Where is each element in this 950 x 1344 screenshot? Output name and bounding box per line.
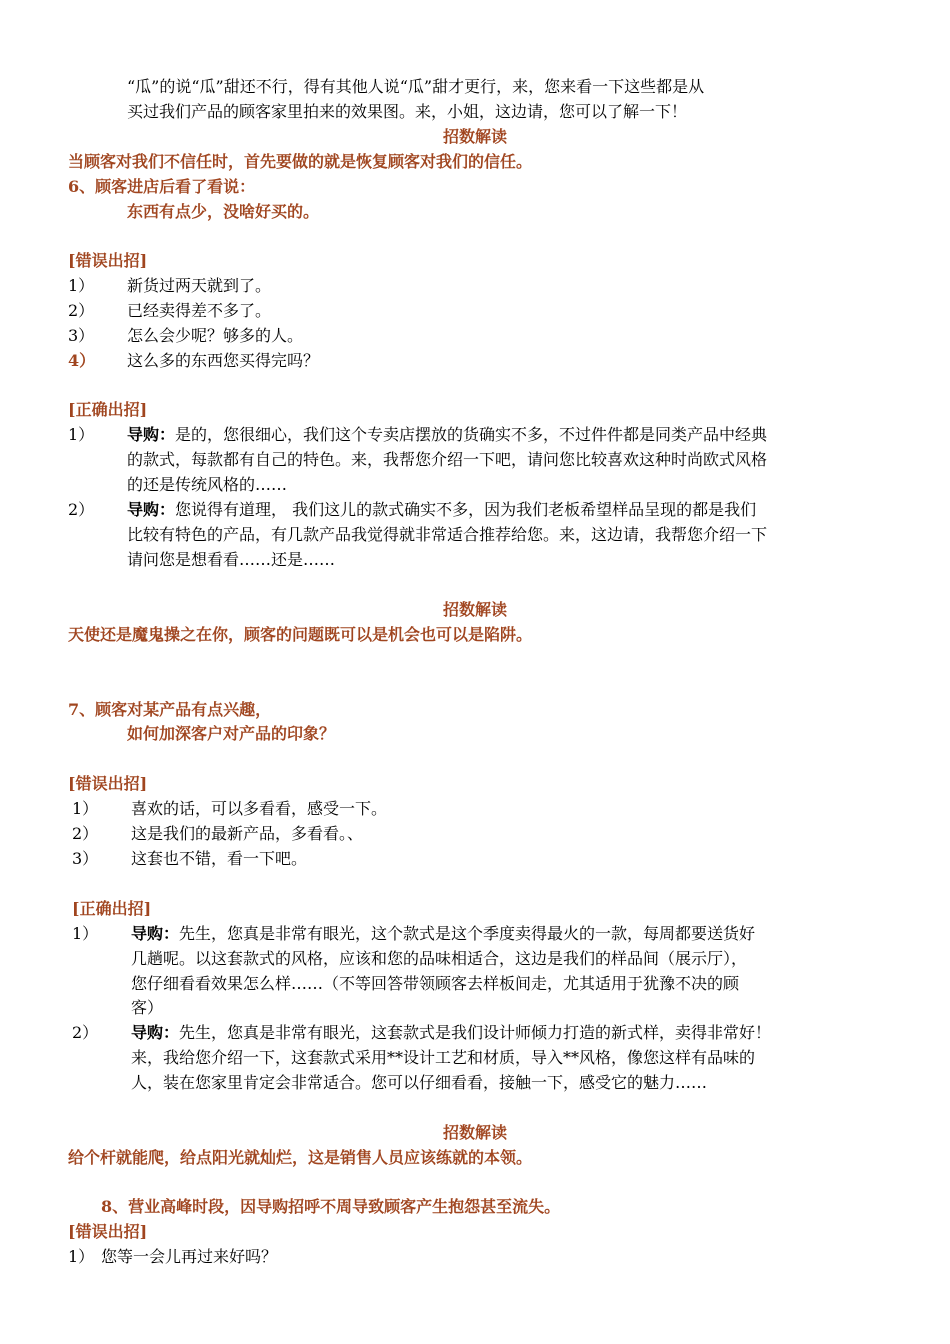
list-item: 怎么会少呢？够多的人。 — [127, 326, 304, 345]
answer-prefix: 导购： — [131, 1023, 180, 1042]
list-number: 2） — [68, 301, 95, 320]
list-number: 2） — [72, 824, 99, 843]
answer-line: 来，我给您介绍一下，这套款式采用**设计工艺和材质，导入**风格，像您这样有品味的 — [131, 1048, 756, 1067]
answer-prefix: 导购： — [131, 924, 180, 943]
list-number: 3） — [68, 326, 95, 345]
answer-prefix: 导购： — [127, 500, 176, 519]
section-6-subtitle: 东西有点少，没啥好买的。 — [127, 202, 320, 221]
section-8-title: 8、营业高峰时段，因导购招呼不周导致顾客产生抱怨甚至流失。 — [101, 1197, 561, 1216]
answer-line: 几趟呢。以这套款式的风格，应该和您的品味相适合，这边是我们的样品间（展示厅）， — [131, 949, 748, 968]
answer-line: 比较有特色的产品，有几款产品我觉得就非常适合推荐给您。来，这边请，我帮您介绍一下 — [127, 525, 768, 544]
answer-line — [127, 498, 756, 522]
answer-text: 先生，您真是非常有眼光，这个款式是这个季度卖得最火的一款，每周都要送货好 — [179, 924, 756, 943]
interpretation-heading-2: 招数解读 — [442, 600, 507, 619]
list-number: 2） — [68, 500, 95, 519]
list-item: 已经卖得差不多了。 — [127, 301, 272, 320]
answer-text: 您说得有道理， 我们这儿的款式确实不多，因为我们老板希望样品呈现的都是我们 — [175, 500, 757, 519]
list-item: 新货过两天就到了。 — [127, 276, 272, 295]
section-7-title: 7、顾客对某产品有点兴趣， — [68, 700, 272, 719]
answer-line — [127, 423, 767, 447]
section-7-wrong-label: [错误出招] — [68, 774, 148, 793]
list-number: 1） — [68, 276, 95, 295]
list-item: 这是我们的最新产品，多看看。、 — [131, 824, 364, 843]
section-7-subtitle: 如何加深客户对产品的印象？ — [127, 724, 336, 743]
intro-line-1: “瓜”的说“瓜”甜还不行，得有其他人说“瓜”甜才更行，来，您来看一下这些都是从 — [127, 77, 705, 96]
list-number: 1） — [68, 1247, 95, 1266]
answer-prefix: 导购： — [127, 425, 176, 444]
list-item: 喜欢的话，可以多看看，感受一下。 — [131, 799, 388, 818]
answer-text: 是的，您很细心，我们这个专卖店摆放的货确实不多，不过件件都是同类产品中经典 — [175, 425, 768, 444]
answer-line: 的款式，每款都有自己的特色。来，我帮您介绍一下吧，请问您比较喜欢这种时尚欧式风格 — [127, 450, 768, 469]
answer-line: 客） — [131, 998, 164, 1017]
answer-line: 人，装在您家里肯定会非常适合。您可以仔细看看，接触一下，感受它的魅力…… — [131, 1073, 708, 1092]
section-6-title: 6、顾客进店后看了看说： — [68, 177, 256, 196]
answer-line: 您仔细看看效果怎么样……（不等回答带领顾客去样板间走，尤其适用于犹豫不决的顾 — [131, 974, 740, 993]
interpretation-text-1: 当顾客对我们不信任时，首先要做的就是恢复顾客对我们的信任。 — [68, 152, 533, 171]
intro-line-2: 买过我们产品的顾客家里拍来的效果图。来，小姐，这边请，您可以了解一下！ — [127, 102, 688, 121]
list-number: 1） — [72, 924, 99, 943]
interpretation-text-3: 给个杆就能爬，给点阳光就灿烂，这是销售人员应该练就的本领。 — [68, 1148, 533, 1167]
section-8-wrong-label: [错误出招] — [68, 1222, 148, 1241]
answer-line: 请问您是想看看……还是…… — [127, 550, 336, 569]
answer-line — [131, 922, 755, 946]
section-6-wrong-label: [错误出招] — [68, 251, 148, 270]
list-number: 4） — [68, 351, 96, 370]
answer-text: 先生，您真是非常有眼光，这套款式是我们设计师倾力打造的新式样，卖得非常好！ — [179, 1023, 772, 1042]
list-number: 1） — [68, 425, 95, 444]
list-item: 这套也不错，看一下吧。 — [131, 849, 308, 868]
interpretation-text-2: 天使还是魔鬼操之在你，顾客的问题既可以是机会也可以是陷阱。 — [68, 625, 533, 644]
list-item: 您等一会儿再过来好吗？ — [101, 1247, 278, 1266]
list-number: 1） — [72, 799, 99, 818]
answer-line: 的还是传统风格的…… — [127, 475, 288, 494]
list-number: 2） — [72, 1023, 99, 1042]
list-item: 这么多的东西您买得完吗？ — [127, 351, 320, 370]
interpretation-heading-1: 招数解读 — [442, 127, 507, 146]
list-number: 3） — [72, 849, 99, 868]
interpretation-heading-3: 招数解读 — [442, 1123, 507, 1142]
section-7-right-label: [正确出招] — [72, 899, 152, 918]
section-6-right-label: [正确出招] — [68, 400, 148, 419]
answer-line — [131, 1021, 771, 1045]
